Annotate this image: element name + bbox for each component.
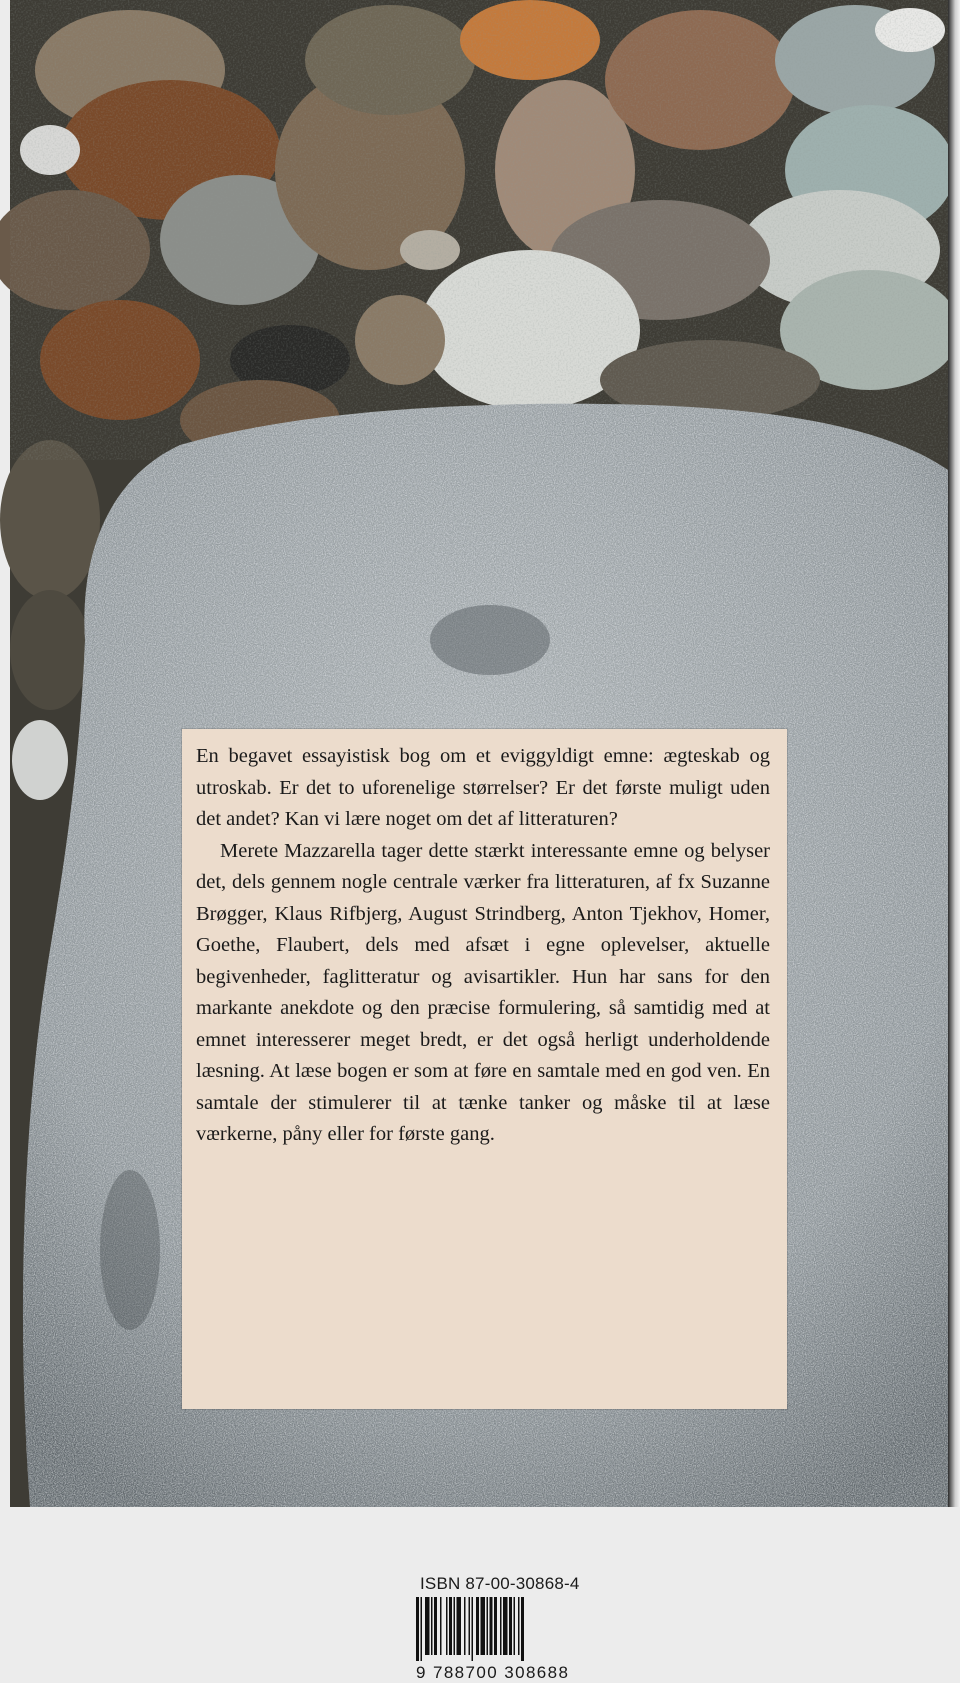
barcode-digits: 9 788700 308688: [416, 1663, 570, 1682]
barcode-bar: [449, 1597, 452, 1655]
blurb-panel: [182, 729, 787, 1409]
isbn-label: ISBN 87-00-30868-4: [420, 1574, 580, 1593]
barcode-bar: [472, 1597, 474, 1661]
barcode-bar: [490, 1597, 493, 1655]
barcode-bar: [446, 1597, 448, 1655]
barcode-bar: [521, 1597, 524, 1661]
blurb-paragraph-1: En begavet essayistisk bog om et eviggyldigt emne: ægteskab og utroskab. Er det to uforenelige størrelser? Er det første muligt uden det andet? Kan vi lære noget om det af litteraturen?: [196, 745, 770, 830]
barcode-bar: [454, 1597, 456, 1655]
barcode-bar: [487, 1597, 489, 1655]
barcode-bar: [416, 1597, 419, 1661]
blurb-paragraph-2: Merete Mazzarella tager dette stærkt interessante emne og belyser det, dels gennem nogle centrale værker fra litteraturen, af fx Suzanne Brøgger, Klaus Rifbjerg, August Strindberg, Anton Tjekhov, Homer, Goethe, Flaubert, dels med afsæt i egne oplevelser, aktuelle begivenheder, faglitteratur og avisartikler. Hun har sans for den markante anekdote og den præcise formulering, så samtidig med at emnet interesserer meget bredt, er det også herligt underholdende læsning. At læse bogen er som at føre en samtale med en god ven. En samtale der stimulerer til at tænke tanker og måske til at læse værkerne, påny eller for første gang.: [196, 839, 770, 1145]
cover-edge: [948, 0, 960, 1507]
barcode-bar: [518, 1597, 520, 1655]
barcode-bar: [476, 1597, 479, 1655]
blurb-text: [196, 741, 770, 1151]
barcode-bar: [469, 1597, 471, 1655]
barcode-bar: [503, 1597, 508, 1655]
barcode-bar: [434, 1597, 437, 1655]
barcode-bar: [457, 1597, 462, 1655]
barcode-bar: [440, 1597, 442, 1655]
barcode-bar: [481, 1597, 486, 1655]
barcode-bar: [431, 1597, 433, 1655]
barcode-bar: [514, 1597, 516, 1655]
cover-image: [10, 0, 948, 1507]
barcode-bar: [494, 1597, 497, 1655]
barcode: [414, 1597, 598, 1661]
barcode-bar: [464, 1597, 466, 1655]
barcode-bar: [500, 1597, 502, 1655]
barcode-bar: [421, 1597, 423, 1661]
barcode-bar: [509, 1597, 512, 1655]
barcode-bar: [425, 1597, 430, 1655]
